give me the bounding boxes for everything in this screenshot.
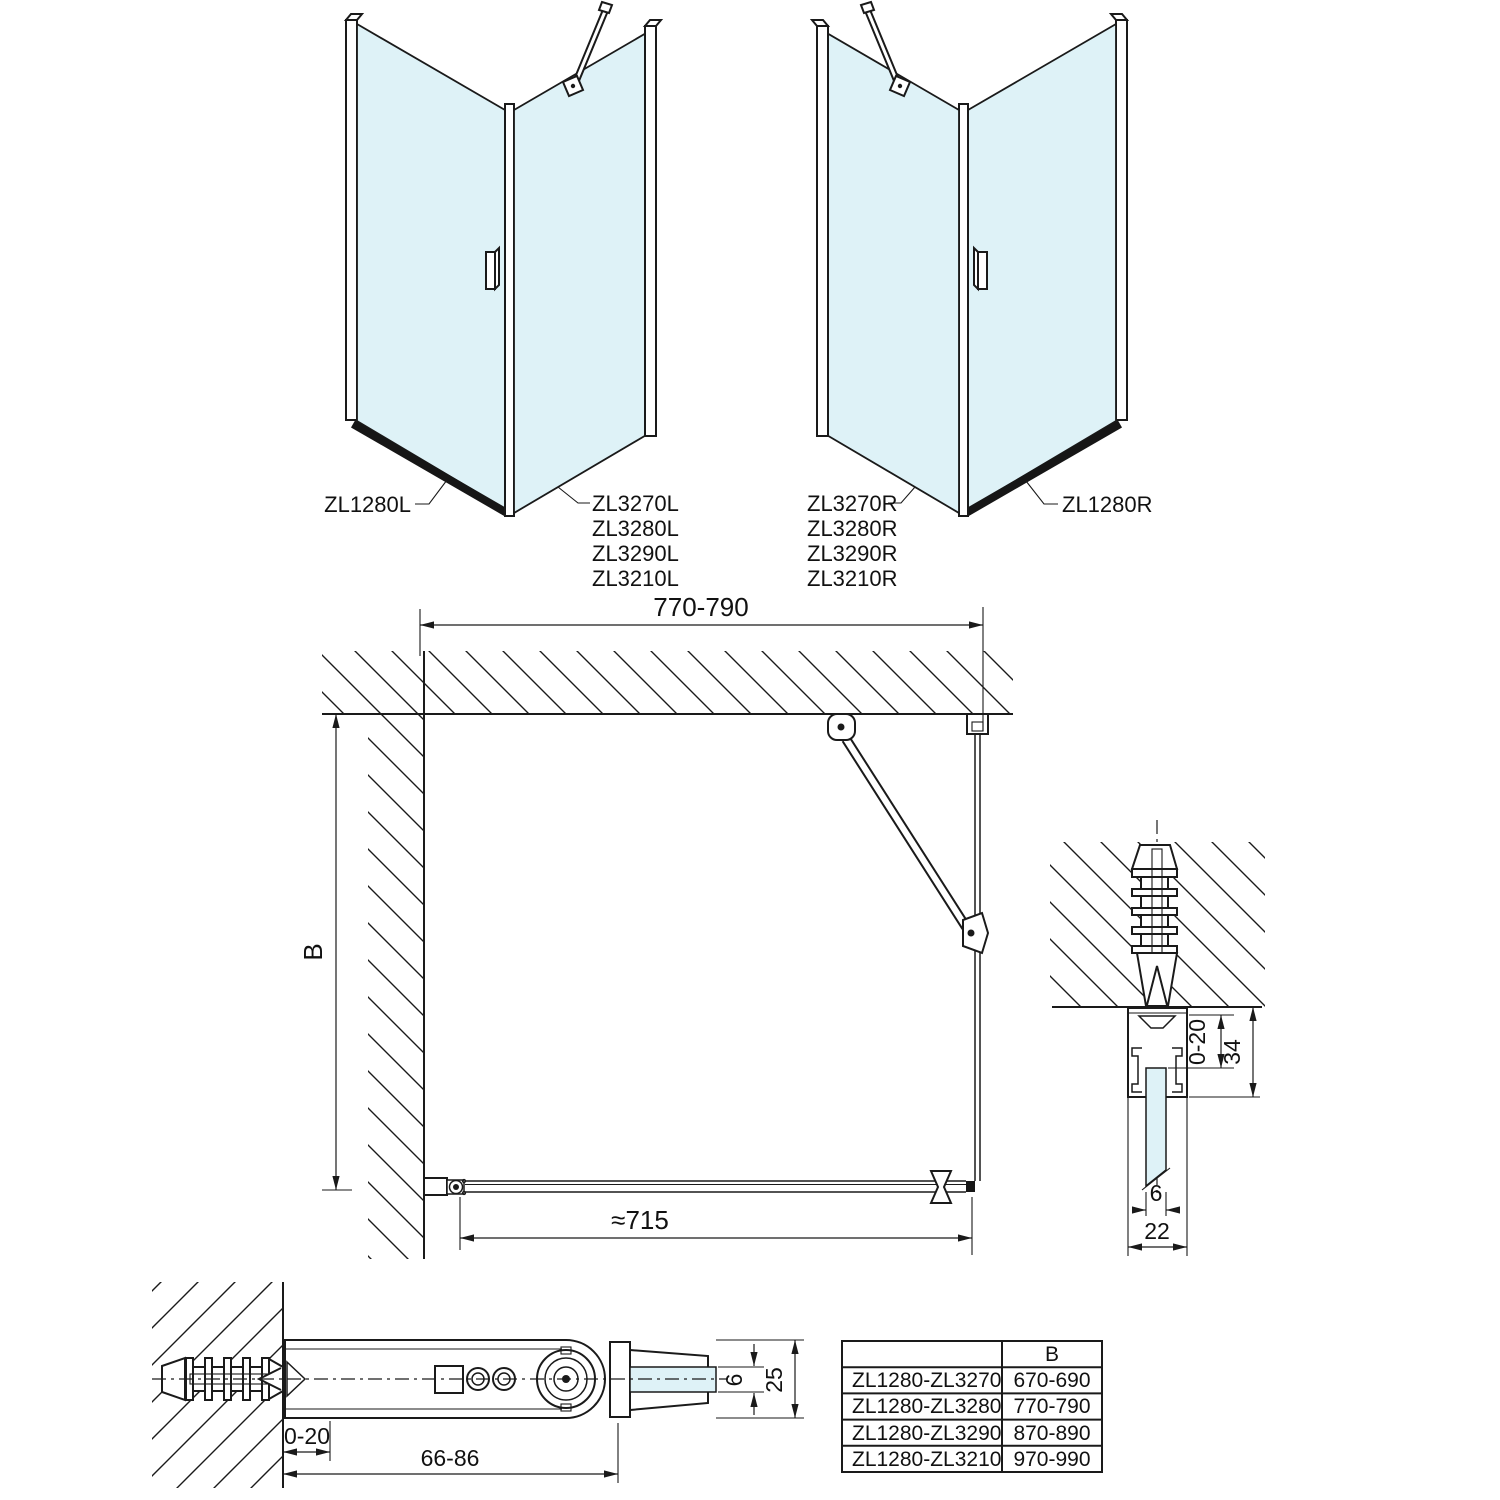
panel-code-label: ZL3290R bbox=[807, 541, 898, 566]
leader-line bbox=[1026, 481, 1058, 504]
plug-rib bbox=[1132, 927, 1177, 934]
panel-code-label: ZL3210R bbox=[807, 566, 898, 591]
dim-profile-depth: 34 bbox=[1219, 1039, 1245, 1065]
support-bar-edge bbox=[849, 737, 969, 925]
table-cell-b: 870-890 bbox=[1013, 1422, 1091, 1445]
dim-door-glass: ≈715 bbox=[611, 1205, 669, 1235]
panel-code-label: ZL3280R bbox=[807, 516, 898, 541]
right-3d-view bbox=[807, 2, 1153, 591]
support-bar-glass-bracket bbox=[963, 913, 988, 953]
dim-profile-width: 22 bbox=[1144, 1218, 1170, 1244]
plug-rib bbox=[1132, 946, 1177, 953]
panel-code-label: ZL3270R bbox=[807, 491, 898, 516]
table-cell-combo: ZL1280-ZL3290 bbox=[852, 1422, 1002, 1445]
door-knob-plan bbox=[931, 1171, 951, 1203]
table-header-b: B bbox=[1044, 1343, 1060, 1366]
wall-bracket-section bbox=[152, 1282, 804, 1488]
left-3d-shapes bbox=[346, 2, 661, 516]
table-cell-combo: ZL1280-ZL3280 bbox=[852, 1395, 1002, 1418]
dim-height: 25 bbox=[761, 1367, 787, 1393]
dim-length: 66-86 bbox=[420, 1445, 480, 1471]
table-cell-combo: ZL1280-ZL3270 bbox=[852, 1369, 1002, 1392]
panel-code-label: ZL3210L bbox=[592, 566, 679, 591]
dim-glass: 6 bbox=[721, 1373, 747, 1387]
bracket-bolt bbox=[968, 930, 975, 937]
dim-adjust: 0-20 bbox=[1184, 1018, 1210, 1066]
plan-view bbox=[298, 592, 1013, 1259]
plug-neck bbox=[1141, 915, 1168, 927]
wall-profile-section bbox=[1050, 820, 1265, 1256]
support-bar-edge bbox=[843, 741, 963, 929]
dim-glass: 6 bbox=[1149, 1180, 1163, 1206]
leader-line bbox=[558, 487, 590, 503]
plug-rib bbox=[1132, 889, 1177, 896]
right-3d-shapes bbox=[812, 2, 1127, 516]
dim-adjust: 0-20 bbox=[283, 1423, 331, 1449]
magnet-strip bbox=[966, 1181, 975, 1192]
wall-hatch-left bbox=[368, 714, 424, 1259]
panel-code-label: ZL3290L bbox=[592, 541, 679, 566]
left-3d-view bbox=[324, 2, 679, 591]
size-table bbox=[842, 1341, 1102, 1472]
glass-section bbox=[1146, 1068, 1166, 1186]
plug-neck bbox=[1141, 896, 1168, 908]
leader-line bbox=[415, 480, 447, 504]
dim-depth: B bbox=[298, 943, 328, 961]
panel-code-label: ZL3280L bbox=[592, 516, 679, 541]
door-code-label: ZL1280L bbox=[324, 492, 411, 517]
table-cell-b: 970-990 bbox=[1013, 1448, 1091, 1471]
dim-width: 770-790 bbox=[653, 592, 749, 622]
plug-rib bbox=[1132, 908, 1177, 915]
table-cell-b: 670-690 bbox=[1013, 1369, 1091, 1392]
door-code-label: ZL1280R bbox=[1062, 492, 1153, 517]
plug-neck bbox=[1141, 934, 1168, 946]
plug-rib bbox=[1132, 869, 1177, 877]
wall-hatch-top bbox=[322, 651, 1013, 714]
plug-neck bbox=[1141, 877, 1168, 889]
bracket-bolt bbox=[838, 724, 845, 731]
table-cell-combo: ZL1280-ZL3210 bbox=[852, 1448, 1002, 1471]
hinge-pin bbox=[453, 1184, 459, 1190]
table-cell-b: 770-790 bbox=[1013, 1395, 1091, 1418]
panel-code-label: ZL3270L bbox=[592, 491, 679, 516]
hinge-wall-block bbox=[424, 1178, 447, 1195]
